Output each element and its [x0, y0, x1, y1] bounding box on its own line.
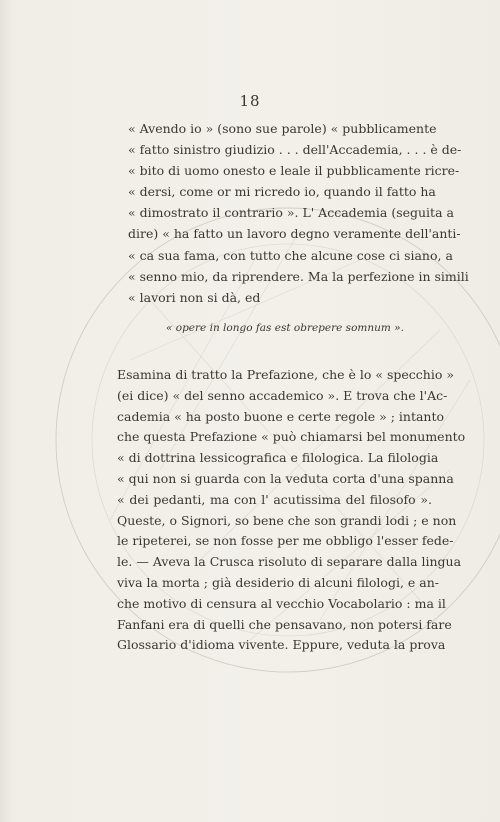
text-line: « senno mio, da riprendere. Ma la perfezione in simili — [128, 268, 469, 284]
latin-quote: « opere in longo fas est obrepere somnum ». — [166, 322, 404, 334]
text-line: Queste, o Signori, so bene che son grandi lodi ; e non — [117, 512, 457, 528]
text-line: « fatto sinistro giudizio . . . dell'Accademia, . . . è de- — [128, 142, 462, 158]
text-line: « ca sua fama, con tutto che alcune cose ci siano, a — [128, 247, 453, 263]
text-line: Esamina di tratto la Prefazione, che è lo « specchio » — [117, 367, 454, 382]
paragraph-1 — [128, 118, 469, 308]
text-line: « dei pedanti, ma con l' acutissima del filosofo ». — [117, 491, 432, 507]
text-line: « bito di uomo onesto e leale il pubblicamente ricre- — [128, 163, 460, 179]
text-line: le ripeterei, se non fosse per me obbligo l'esser fede- — [117, 533, 454, 549]
text-line: che motivo di censura al vecchio Vocabolario : ma il — [117, 595, 446, 611]
text-line: dire) « ha fatto un lavoro degno veramente dell'anti- — [128, 226, 461, 242]
text-line: « lavori non si dà, ed — [128, 289, 261, 305]
text-line: che questa Prefazione « può chiamarsi bel monumento — [117, 429, 466, 445]
text-line: « dimostrato il contrario ». L' Accademia (seguita a — [128, 205, 454, 221]
text-line: viva la morta ; già desiderio di alcuni filologi, e an- — [117, 574, 439, 590]
page-number: 18 — [239, 92, 261, 110]
text-line: « qui non si guarda con la veduta corta d'una spanna — [117, 470, 454, 486]
text-line: le. — Aveva la Crusca risoluto di separare dalla lingua — [117, 554, 462, 570]
text-line: cademia « ha posto buone e certe regole » ; intanto — [117, 408, 445, 424]
text-line: « di dottrina lessicografica e filologica. La filologia — [117, 450, 439, 466]
text-line: (ei dice) « del senno accademico ». E trova che l'Ac- — [117, 387, 448, 403]
text-line: Glossario d'idioma vivente. Eppure, veduta la prova — [117, 637, 446, 653]
text-line: « dersi, come or mi ricredo io, quando il fatto ha — [128, 184, 436, 200]
text-line: Fanfani era di quelli che pensavano, non potersi fare — [117, 616, 452, 632]
paragraph-2 — [117, 365, 466, 656]
text-line: « Avendo io » (sono sue parole) « pubblicamente — [128, 121, 437, 136]
